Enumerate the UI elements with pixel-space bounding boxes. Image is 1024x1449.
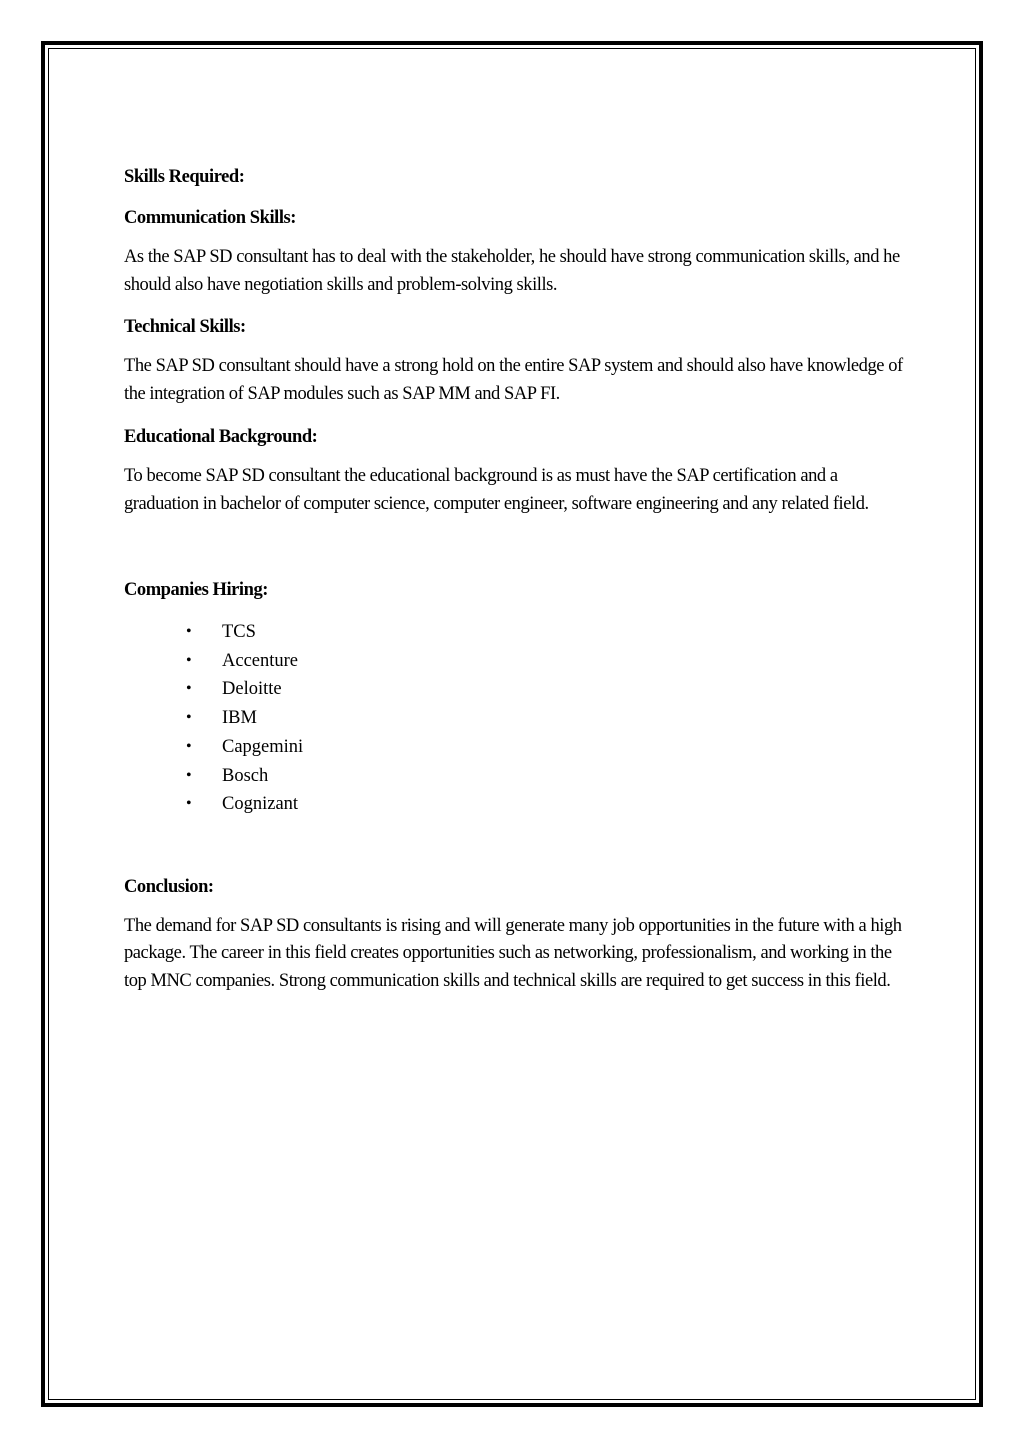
list-item (124, 647, 914, 676)
conclusion-heading: Conclusion: (124, 876, 214, 897)
companies-hiring-heading: Companies Hiring: (124, 580, 268, 600)
bullet-icon: • (186, 680, 192, 698)
list-item (124, 790, 914, 819)
company-name: Capgemini (222, 736, 304, 757)
list-item (124, 704, 914, 733)
company-name: TCS (222, 622, 256, 642)
conclusion-paragraph: The demand for SAP SD consultants is rising and will generate many job opportunities in the future with a high package. The career in this field creates opportunities such as networking, professionalism, and working in the top MNC companies. Strong communication skills and technical skills are required to get success in this field. (124, 915, 902, 991)
company-name: Cognizant (222, 794, 299, 815)
list-item (124, 618, 914, 647)
company-name: Deloitte (222, 679, 282, 700)
document-content (124, 163, 914, 995)
list-item (124, 762, 914, 791)
list-item (124, 675, 914, 704)
educational-background-heading: Educational Background: (124, 427, 318, 447)
company-name: Bosch (222, 765, 269, 786)
educational-background-paragraph: To become SAP SD consultant the educational background is as must have the SAP certification and a graduation in bachelor of computer science, computer engineer, software engineering and any related field. (124, 466, 869, 514)
bullet-icon: • (186, 623, 192, 640)
bullet-icon: • (186, 737, 192, 755)
company-name: Accenture (222, 650, 299, 671)
bullet-icon: • (186, 709, 192, 727)
company-name: IBM (222, 708, 257, 729)
bullet-icon: • (186, 795, 192, 813)
bullet-icon: • (186, 651, 192, 669)
bullet-icon: • (186, 766, 192, 784)
technical-skills-paragraph: The SAP SD consultant should have a strong hold on the entire SAP system and should also have knowledge of the integration of SAP modules such as SAP MM and SAP FI. (124, 356, 903, 404)
technical-skills-heading: Technical Skills: (124, 317, 246, 337)
communication-skills-paragraph: As the SAP SD consultant has to deal with the stakeholder, he should have strong communication skills, and he should also have negotiation skills and problem-solving skills. (124, 247, 900, 295)
skills-required-heading: Skills Required: (124, 167, 245, 187)
list-item (124, 733, 914, 762)
companies-list (124, 618, 914, 819)
communication-skills-heading: Communication Skills: (124, 208, 296, 228)
